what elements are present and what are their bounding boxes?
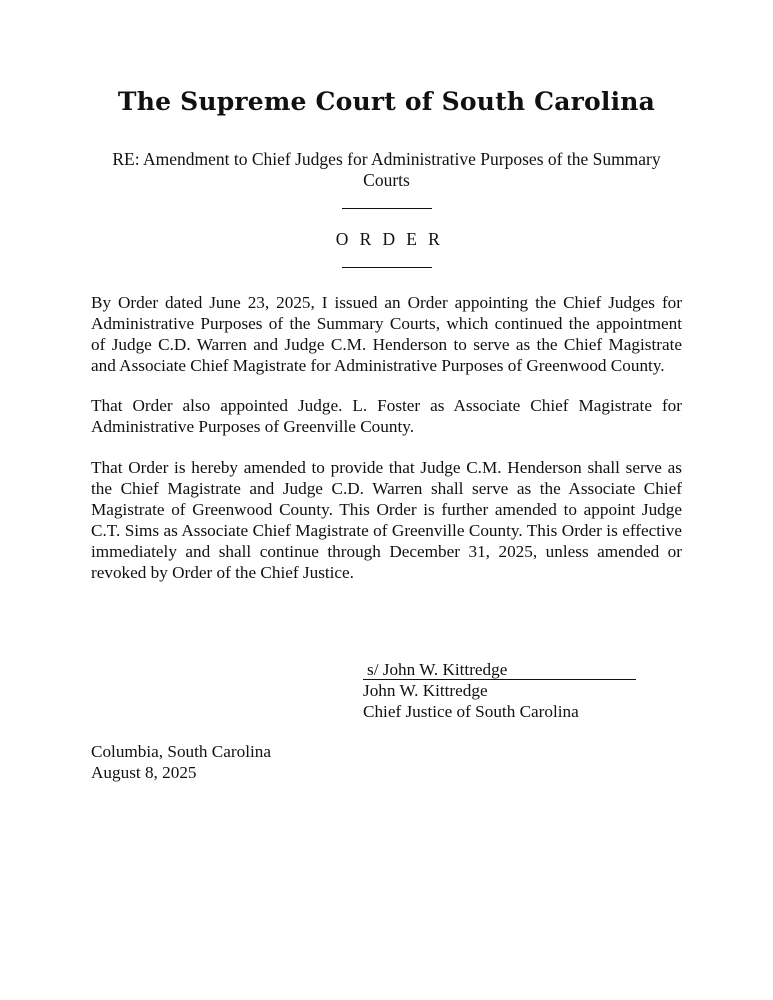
court-title: The Supreme Court of South Carolina bbox=[117, 87, 656, 116]
body-paragraph-2: That Order also appointed Judge. L. Foster as Associate Chief Magistrate for Administrative Purposes of Greenville County. bbox=[91, 396, 682, 436]
re-line: RE: Amendment to Chief Judges for Administrative Purposes of the Summary Courts bbox=[112, 149, 661, 190]
signer-title: Chief Justice of South Carolina bbox=[363, 702, 579, 721]
signature-text: s/ John W. Kittredge bbox=[367, 660, 508, 679]
order-heading: O R D E R bbox=[335, 229, 444, 249]
body-paragraph-1: By Order dated June 23, 2025, I issued an Order appointing the Chief Judges for Administrative Purposes of the Summary Courts, which continued the appointment of Judge C.D. Warren and Judge C.M. Henderson to serve as the Chief Magistrate and Associate Chief Magistrate for Administrative Purposes of Greenwood County. bbox=[91, 293, 682, 375]
heading-rule-bottom bbox=[342, 267, 432, 268]
body-paragraph-3: That Order is hereby amended to provide that Judge C.M. Henderson shall serve as the Chief Magistrate and Judge C.D. Warren shall serve as the Associate Chief Magistrate of Greenwood County. This Order is further amended to appoint Judge C.T. Sims as Associate Chief Magistrate of Greenville County. This Order is effective immediately and shall continue through December 31, 2025, unless amended or revoked by Order of the Chief Justice. bbox=[91, 458, 682, 582]
heading-rule-top bbox=[342, 208, 432, 209]
signature-line bbox=[363, 661, 636, 680]
issue-place: Columbia, South Carolina bbox=[91, 742, 271, 761]
signer-name: John W. Kittredge bbox=[363, 681, 488, 700]
issue-date: August 8, 2025 bbox=[91, 763, 197, 782]
